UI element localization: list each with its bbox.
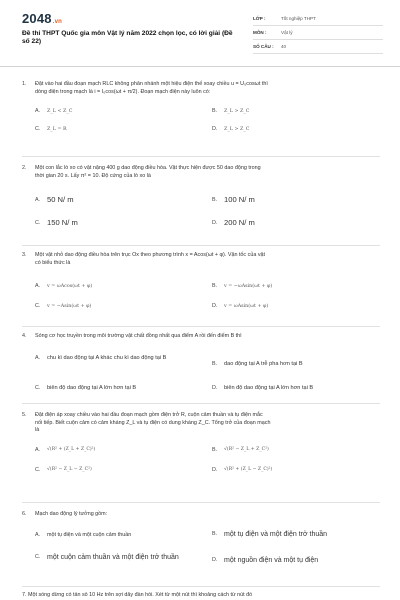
option-text: v = ωAsin(ωt + φ)	[224, 303, 269, 309]
option-b[interactable]	[212, 195, 255, 204]
question-7-partial: 7. Một sóng dừng có tần số 10 Hz trên sợi dây đàn hồi. Xét từ một nút thì khoảng cách từ nút đó	[22, 592, 253, 598]
option-c[interactable]	[35, 553, 195, 562]
question-line: Sóng cơ học truyền trong môi trường vật chất đồng nhất qua điểm A rồi đến điểm B thì	[35, 333, 242, 339]
question-line: Một con lắc lò xo có vật nặng 400 g dao động điều hòa. Vật thực hiện được 50 dao động trong	[35, 165, 261, 171]
meta-value: Vật lý	[281, 30, 293, 35]
meta-row-subject	[253, 26, 383, 40]
question-line: Đặt điện áp xoay chiều vào hai đầu đoạn mạch gồm điện trở R, cuộn cảm thuần và tụ điện mắc	[35, 412, 263, 418]
question-line: là	[35, 427, 40, 434]
question-2	[22, 165, 380, 228]
option-label: C.	[35, 219, 41, 226]
option-b[interactable]	[212, 283, 272, 289]
option-b[interactable]	[212, 531, 327, 538]
option-text: một nguồn điện và một tụ điện	[224, 556, 319, 564]
option-text: √(R² + (Z_L + Z_C)²)	[47, 447, 96, 453]
question-number: 1.	[22, 81, 27, 87]
option-text: một tụ điện và một cuộn cảm thuần	[47, 531, 132, 538]
option-label: B.	[212, 531, 218, 538]
meta-key: SỐ CÂU :	[253, 44, 274, 49]
option-label: C.	[35, 466, 41, 473]
option-label: D.	[212, 385, 218, 392]
option-label: A.	[35, 531, 41, 538]
option-d[interactable]	[212, 303, 268, 309]
question-number: 4.	[22, 333, 27, 339]
option-c[interactable]	[35, 467, 92, 473]
option-label: A.	[35, 283, 41, 290]
option-d[interactable]	[212, 218, 255, 227]
divider	[22, 586, 380, 587]
option-d[interactable]	[212, 467, 272, 473]
question-line: thời gian 20 s. Lấy π² = 10. Độ cứng của lò xo là	[35, 172, 151, 179]
option-label: A.	[35, 196, 41, 203]
question-number: 3.	[22, 252, 27, 258]
option-label: D.	[212, 303, 218, 310]
option-label: B.	[212, 361, 218, 368]
divider	[22, 245, 380, 246]
divider	[22, 502, 380, 503]
option-label: B.	[212, 283, 218, 290]
question-line: Một vật nhỏ dao động điều hòa trên trục Ox theo phương trình x = Acos(ωt + φ). Vận tốc của vật	[35, 252, 266, 258]
question-3	[22, 252, 380, 312]
option-c[interactable]	[35, 218, 78, 227]
meta-row-count	[253, 40, 383, 54]
divider	[22, 326, 380, 327]
brand-suffix: .vn	[52, 19, 63, 25]
option-label: C.	[35, 554, 41, 561]
question-line: dòng điện trong mạch là i = I₀cos(ωt + π/2). Đoạn mạch điện này luôn có:	[35, 88, 211, 95]
option-label: B.	[212, 108, 218, 115]
option-label: B.	[212, 196, 218, 203]
option-d[interactable]	[212, 385, 384, 392]
option-a[interactable]	[35, 447, 95, 453]
option-d[interactable]	[212, 557, 318, 564]
option-a[interactable]	[35, 532, 131, 538]
option-c[interactable]	[35, 126, 67, 132]
option-b[interactable]	[212, 447, 269, 453]
option-a[interactable]	[35, 108, 72, 114]
option-text: một cuộn cảm thuần và một điện trở thuần	[47, 553, 179, 561]
option-text: chu kì dao động tại A khác chu kì dao động tại B	[47, 354, 167, 361]
option-text: 150 N/ m	[47, 218, 78, 228]
question-1	[22, 81, 380, 136]
question-number: 6.	[22, 511, 27, 517]
option-label: B.	[212, 446, 218, 453]
option-label: A.	[35, 108, 41, 115]
exam-header	[0, 0, 400, 67]
option-text: Z_L > Z_C	[224, 126, 250, 132]
question-line: có biểu thức là	[35, 259, 71, 266]
option-text: biên độ dao động tại A lớn hơn tại B	[47, 384, 137, 391]
brand-name: 2048	[22, 11, 52, 26]
question-line: Mạch dao động lý tưởng gồm:	[35, 511, 108, 517]
exam-meta	[253, 12, 383, 54]
option-label: D.	[212, 219, 218, 226]
option-label: C.	[35, 126, 41, 133]
option-c[interactable]	[35, 385, 207, 392]
option-text: 200 N/ m	[224, 218, 255, 228]
question-4	[22, 333, 380, 396]
option-label: A.	[35, 355, 41, 362]
question-line: nối tiếp. Biết cuộn cảm có cảm kháng Z_L và tụ điện có dung kháng Z_C. Tổng trở của đoạn mạch	[35, 419, 271, 426]
divider	[22, 156, 380, 157]
question-number: 2.	[22, 165, 27, 171]
option-text: √(R² + (Z_L − Z_C)²)	[224, 467, 273, 473]
option-text: một tụ điện và một điện trở thuần	[224, 530, 328, 538]
question-line: Đặt vào hai đầu đoạn mạch RLC không phân nhánh một hiệu điện thế xoay chiều u = U₀cosωt thì	[35, 81, 268, 87]
option-b[interactable]	[212, 361, 384, 368]
option-c[interactable]	[35, 303, 91, 309]
option-label: D.	[212, 557, 218, 564]
option-text: dao động tại A trễ pha hơn tại B	[224, 360, 303, 367]
exam-title: Đề thi THPT Quốc gia môn Vật lý năm 2022 chọn lọc, có lời giải (Đề số 22)	[22, 30, 233, 46]
question-5	[22, 412, 380, 480]
option-label: D.	[212, 126, 218, 133]
option-a[interactable]	[35, 355, 177, 362]
option-text: 100 N/ m	[224, 195, 255, 205]
option-text: √(R² − Z_L + Z_C²)	[224, 447, 269, 453]
option-a[interactable]	[35, 195, 74, 204]
meta-value: Tốt nghiệp THPT	[281, 16, 316, 21]
option-text: Z_L < Z_C	[47, 108, 73, 114]
option-a[interactable]	[35, 283, 92, 289]
question-6	[22, 511, 380, 579]
option-b[interactable]	[212, 108, 249, 114]
meta-key: MÔN :	[253, 30, 267, 35]
option-text: v = −ωAsin(ωt + φ)	[224, 283, 273, 289]
option-d[interactable]	[212, 126, 249, 132]
meta-value: 40	[281, 44, 287, 49]
option-text: biên độ dao động tại A lớn hơn tại B	[224, 384, 314, 391]
option-label: A.	[35, 446, 41, 453]
meta-row-grade	[253, 12, 383, 26]
option-text: √(R² − Z_L − Z_C²)	[47, 467, 92, 473]
option-text: Z_L = R	[47, 126, 67, 132]
question-number: 5.	[22, 412, 27, 418]
option-text: v = −Asin(ωt + φ)	[47, 303, 92, 309]
meta-key: LỚP :	[253, 16, 266, 21]
option-text: Z_L > Z_C	[224, 108, 250, 114]
option-text: 50 N/ m	[47, 195, 74, 205]
option-text: v = ωAcos(ωt + φ)	[47, 283, 93, 289]
option-label: C.	[35, 303, 41, 310]
brand-logo[interactable]	[22, 11, 62, 26]
option-label: D.	[212, 466, 218, 473]
divider	[22, 403, 380, 404]
option-label: C.	[35, 385, 41, 392]
